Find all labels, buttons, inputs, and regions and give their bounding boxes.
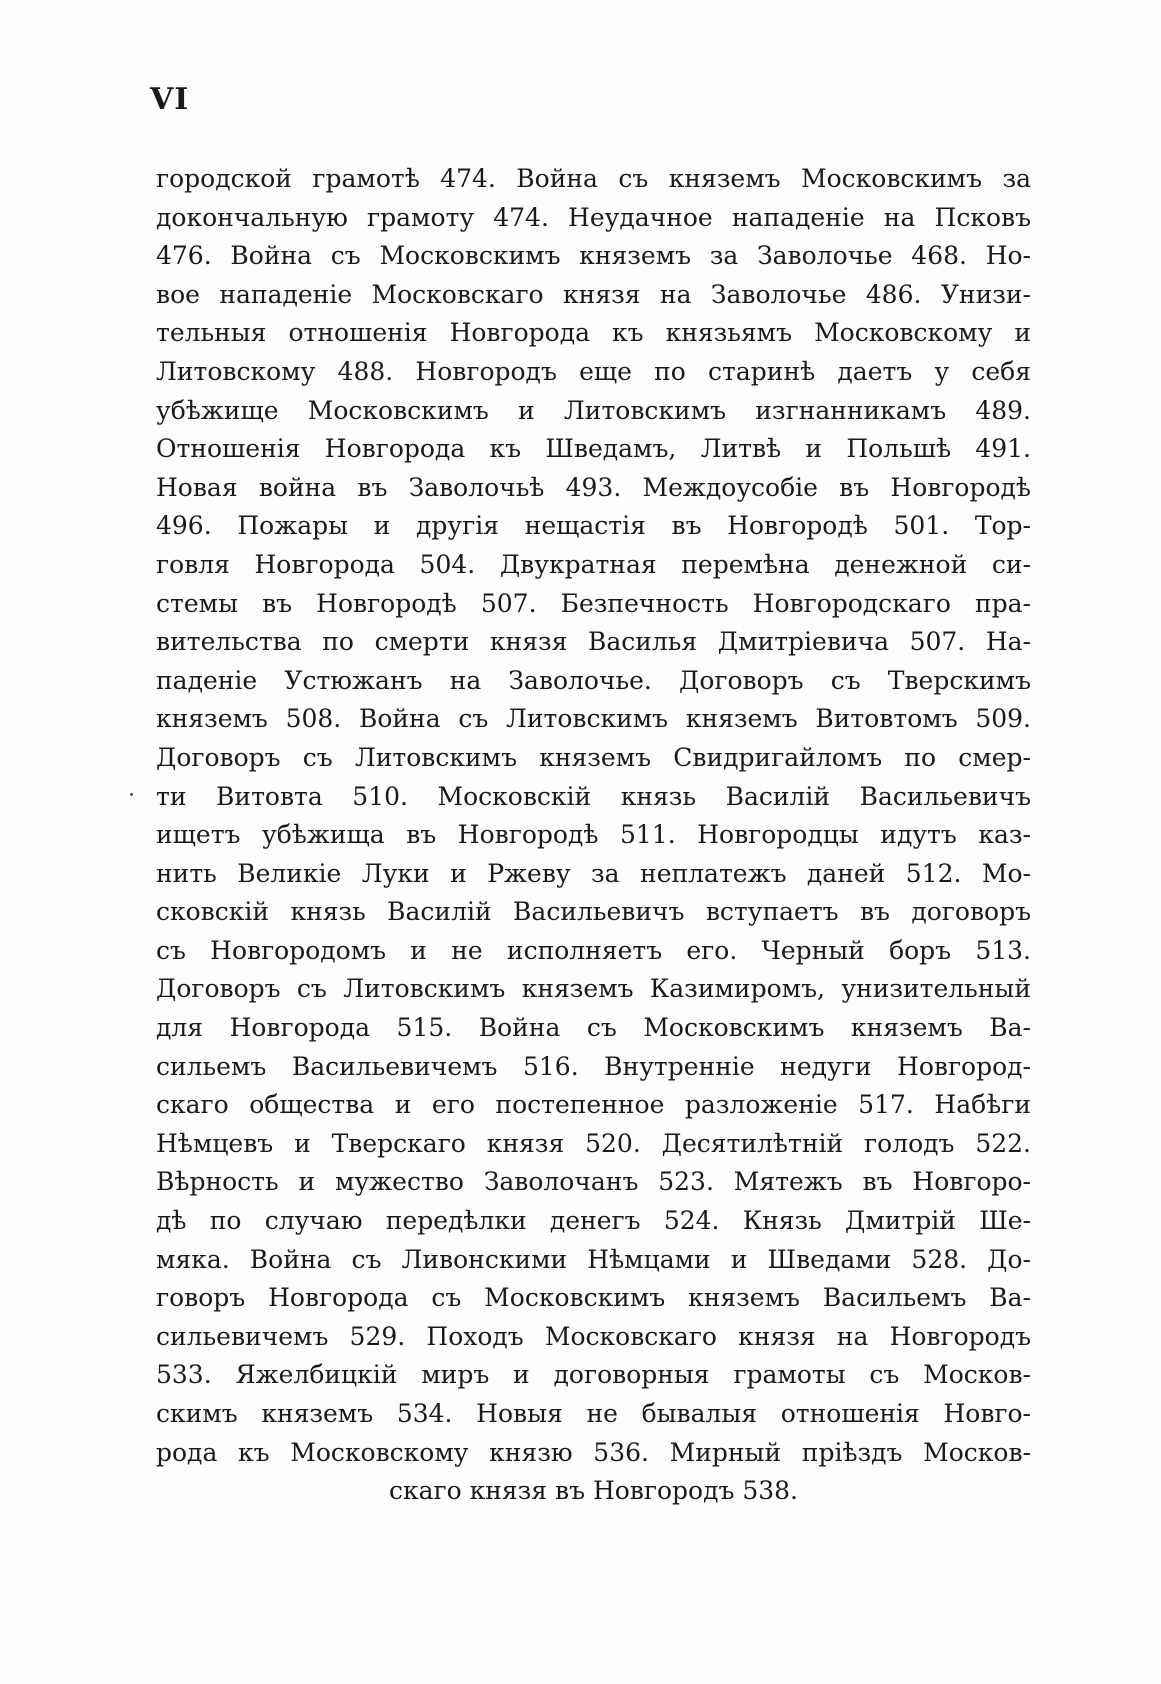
text-line: стемы въ Новгородѣ 507. Безпечность Новгородскаго пра- [156, 588, 1031, 618]
text-line: нить Великіе Луки и Ржеву за неплатежъ даней 512. Мо- [156, 858, 1031, 888]
text-line: вое нападеніе Московскаго князя на Заволочье 486. Унизи- [156, 279, 1031, 309]
text-line: съ Новгородомъ и не исполняетъ его. Черный боръ 513. [156, 935, 1031, 965]
text-line: сковскій князь Василій Васильевичъ вступаетъ въ договоръ [156, 897, 1031, 927]
text-line: 496. Пожары и другія нещастія въ Новгородѣ 501. Тор- [156, 511, 1031, 541]
text-line: мяка. Война съ Ливонскими Нѣмцами и Шведами 528. До- [156, 1244, 1031, 1274]
text-line: Вѣрность и мужество Заволочанъ 523. Мятежъ въ Новгоро- [156, 1167, 1031, 1197]
text-line: княземъ 508. Война съ Литовскимъ княземъ Витовтомъ 509. [156, 704, 1031, 734]
text-line: докончальную грамоту 474. Неудачное нападеніе на Псковъ [156, 202, 1031, 232]
text-line: 476. Война съ Московскимъ княземъ за Заволочье 468. Но- [156, 241, 1031, 271]
text-line: говля Новгорода 504. Двукратная перемѣна денежной си- [156, 549, 1031, 579]
text-line: рода къ Московскому князю 536. Мирный пріѣздъ Москов- [156, 1437, 1031, 1467]
text-line: тельныя отношенія Новгорода къ князьямъ Московскому и [156, 318, 1031, 348]
text-line: скаго общества и его постепенное разложеніе 517. Набѣги [156, 1090, 1031, 1120]
ink-speck [130, 793, 133, 796]
text-line: для Новгорода 515. Война съ Московскимъ княземъ Ва- [156, 1013, 1031, 1043]
text-line: сильемъ Васильевичемъ 516. Внутренніе недуги Новгород- [156, 1051, 1031, 1081]
text-line: дѣ по случаю передѣлки денегъ 524. Князь Дмитрій Ше- [156, 1206, 1031, 1236]
text-line: говоръ Новгорода съ Московскимъ княземъ Васильемъ Ва- [156, 1283, 1031, 1313]
text-line: ти Витовта 510. Московскій князь Василій Васильевичъ [156, 781, 1031, 811]
text-line-last: скаго князя въ Новгородъ 538. [388, 1476, 798, 1506]
table-of-contents-paragraph [156, 160, 1031, 1511]
text-line: 533. Яжелбицкій миръ и договорныя грамоты съ Москов- [156, 1360, 1031, 1390]
text-line: Договоръ съ Литовскимъ княземъ Свидригайломъ по смер- [156, 742, 1031, 772]
text-line: Новая война въ Заволочьѣ 493. Междоусобіе въ Новгородѣ [156, 472, 1031, 502]
page-number: VI [150, 82, 190, 117]
text-line: ищетъ убѣжища въ Новгородѣ 511. Новгородцы идутъ каз- [156, 820, 1031, 850]
text-line: Литовскому 488. Новгородъ еще по старинѣ даетъ у себя [156, 356, 1031, 386]
text-line: вительства по смерти князя Василья Дмитріевича 507. На- [156, 627, 1031, 657]
text-line: Договоръ съ Литовскимъ княземъ Казимиромъ, унизительный [156, 974, 1031, 1004]
text-line: паденіе Устюжанъ на Заволочье. Договоръ съ Тверскимъ [156, 665, 1031, 695]
text-line: убѣжище Московскимъ и Литовскимъ изгнанникамъ 489. [156, 395, 1031, 425]
text-line: сильевичемъ 529. Походъ Московскаго князя на Новгородъ [156, 1321, 1031, 1351]
text-line: скимъ княземъ 534. Новыя не бывалыя отношенія Новго- [156, 1399, 1031, 1428]
text-line: Отношенія Новгорода къ Шведамъ, Литвѣ и Польшѣ 491. [156, 434, 1031, 464]
text-line: Нѣмцевъ и Тверскаго князя 520. Десятилѣтній голодъ 522. [156, 1128, 1031, 1158]
text-line: городской грамотѣ 474. Война съ княземъ Московскимъ за [156, 164, 1031, 193]
